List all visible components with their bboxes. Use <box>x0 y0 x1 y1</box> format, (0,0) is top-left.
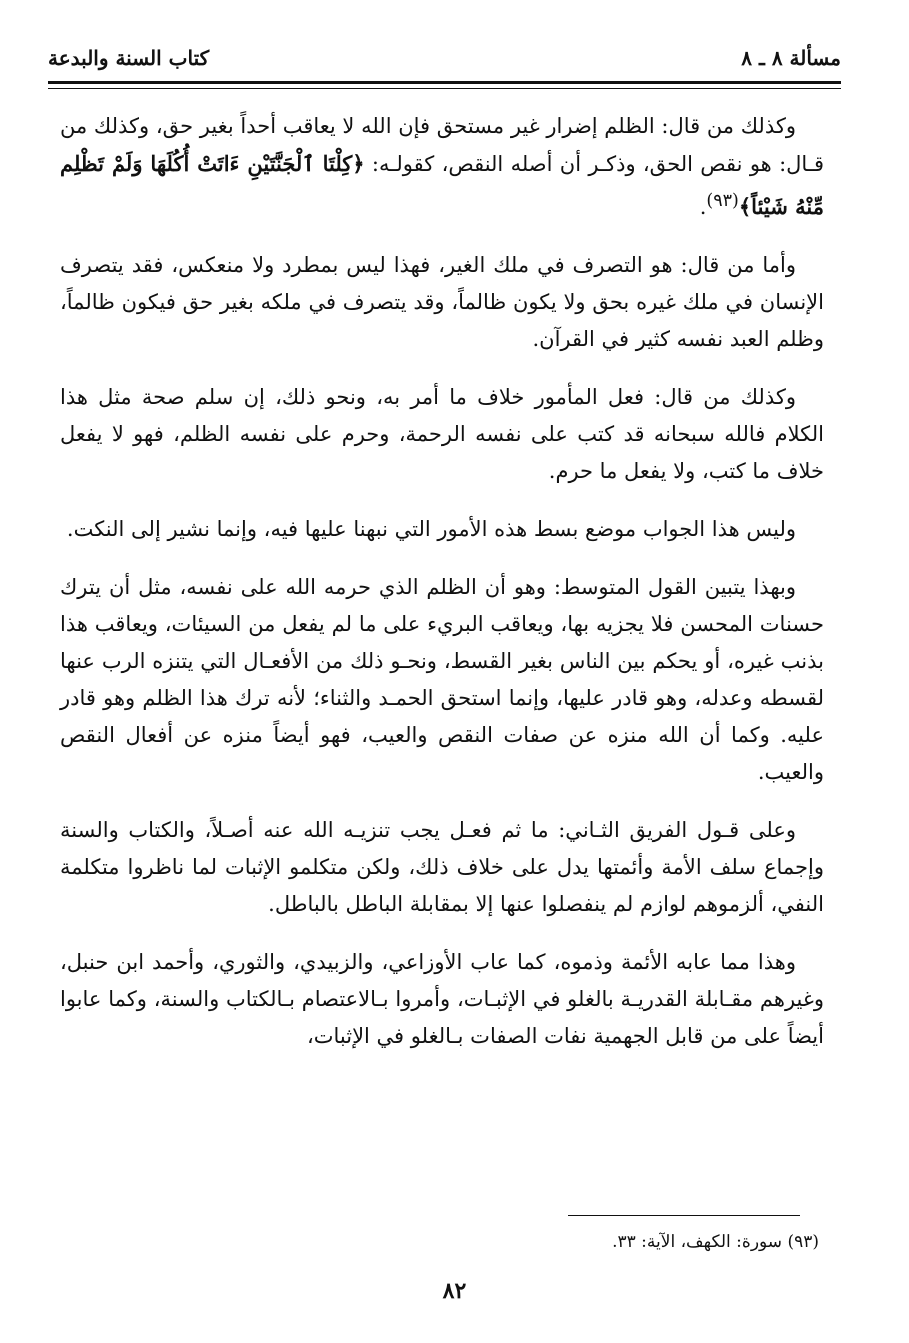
footnote-separator <box>568 1215 800 1216</box>
quran-verse: ﴿كِلْتَا ٱلْجَنَّتَيْنِ ءَاتَتْ أُكُلَهَا وَلَمْ تَظْلِم مِّنْهُ شَيْئاً﴾ <box>60 151 824 219</box>
paragraph-ending: . <box>699 195 707 219</box>
page-number: ٨٢ <box>442 1278 467 1304</box>
paragraph-text: وكذلك من قال: الظلم إضرار غير مستحق فإن الله لا يعاقب أحداً بغير حق، وكذلك من قـال: هو نقص الحق، وذكـر أن أصله النقص، كقولـه: <box>60 114 824 176</box>
header-book-title: كتاب السنة والبدعة <box>48 46 210 70</box>
paragraph-1 <box>60 108 824 226</box>
paragraph-2: وأما من قال: هو التصرف في ملك الغير، فهذا ليس بمطرد ولا منعكس، فقد يتصرف الإنسان في ملك غيره بحق ولا يكون ظالماً، وقد يتصرف في ملكه بغير حق فيكون ظالماً، وظلم العبد نفسه كثير في القرآن. <box>60 253 824 351</box>
page-header <box>48 40 841 76</box>
header-section: مسألة ٨ ـ ٨ <box>741 46 841 70</box>
footnote-reference: (٩٣) <box>706 191 739 211</box>
paragraph-5: وبهذا يتبين القول المتوسط: وهو أن الظلم الذي حرمه الله على نفسه، مثل أن يترك حسنات المحسن فلا يجزيه بها، ويعاقب البريء على ما لم يفعل من السيئات، ويعاقب هذا بذنب غيره، أو يحكم بين الناس بغير القسط، ونحـو ذلك من الأفعـال التي يتنزه الرب عنها لقسطه وعدله، وهو قادر عليها، وإنما استحق الحمـد والثناء؛ لأنه ترك هذا الظلم وهو قادر عليه. وكما أن الله منزه عن صفات النقص والعيب، فهو أيضاً منزه عن أفعال النقص والعيب. <box>60 575 824 784</box>
paragraph-3: وكذلك من قال: فعل المأمور خلاف ما أمر به، ونحو ذلك، إن سلم صحة مثل هذا الكلام فالله سبحانه قد كتب على نفسه الرحمة، وحرم على نفسه الظلم، فهو لا يفعل خلاف ما كتب، ولا يفعل ما حرم. <box>60 385 824 483</box>
header-rule-thin <box>48 88 841 89</box>
body-text <box>60 108 824 1076</box>
header-rule-thick <box>48 81 841 84</box>
paragraph-7: وهذا مما عابه الأئمة وذموه، كما عاب الأوزاعي، والزبيدي، والثوري، وأحمد ابن حنبل، وغيرهم مقـابلة القدريـة بالغلو في الإثبـات، وأمروا بـالاعتصام بـالكتاب والسنة، وكما عابوا أيضاً على من قابل الجهمية نفات الصفات بـالغلو في الإثبات، <box>60 950 824 1048</box>
paragraph-4: وليس هذا الجواب موضع بسط هذه الأمور التي نبهنا عليها فيه، وإنما نشير إلى النكت. <box>66 517 796 541</box>
footnote: (٩٣) سورة: الكهف، الآية: ٣٣. <box>612 1232 819 1252</box>
paragraph-6: وعلى قـول الفريق الثـاني: ما ثم فعـل يجب تنزيـه الله عنه أصـلاً، والكتاب والسنة وإجماع سلف الأمة وأئمتها يدل على خلاف ذلك، ولكن متكلمو الإثبات لما ناظروا متكلمة النفي، ألزموهم لوازم لم ينفصلوا عنها إلا بمقابلة الباطل بالباطل. <box>60 818 824 916</box>
